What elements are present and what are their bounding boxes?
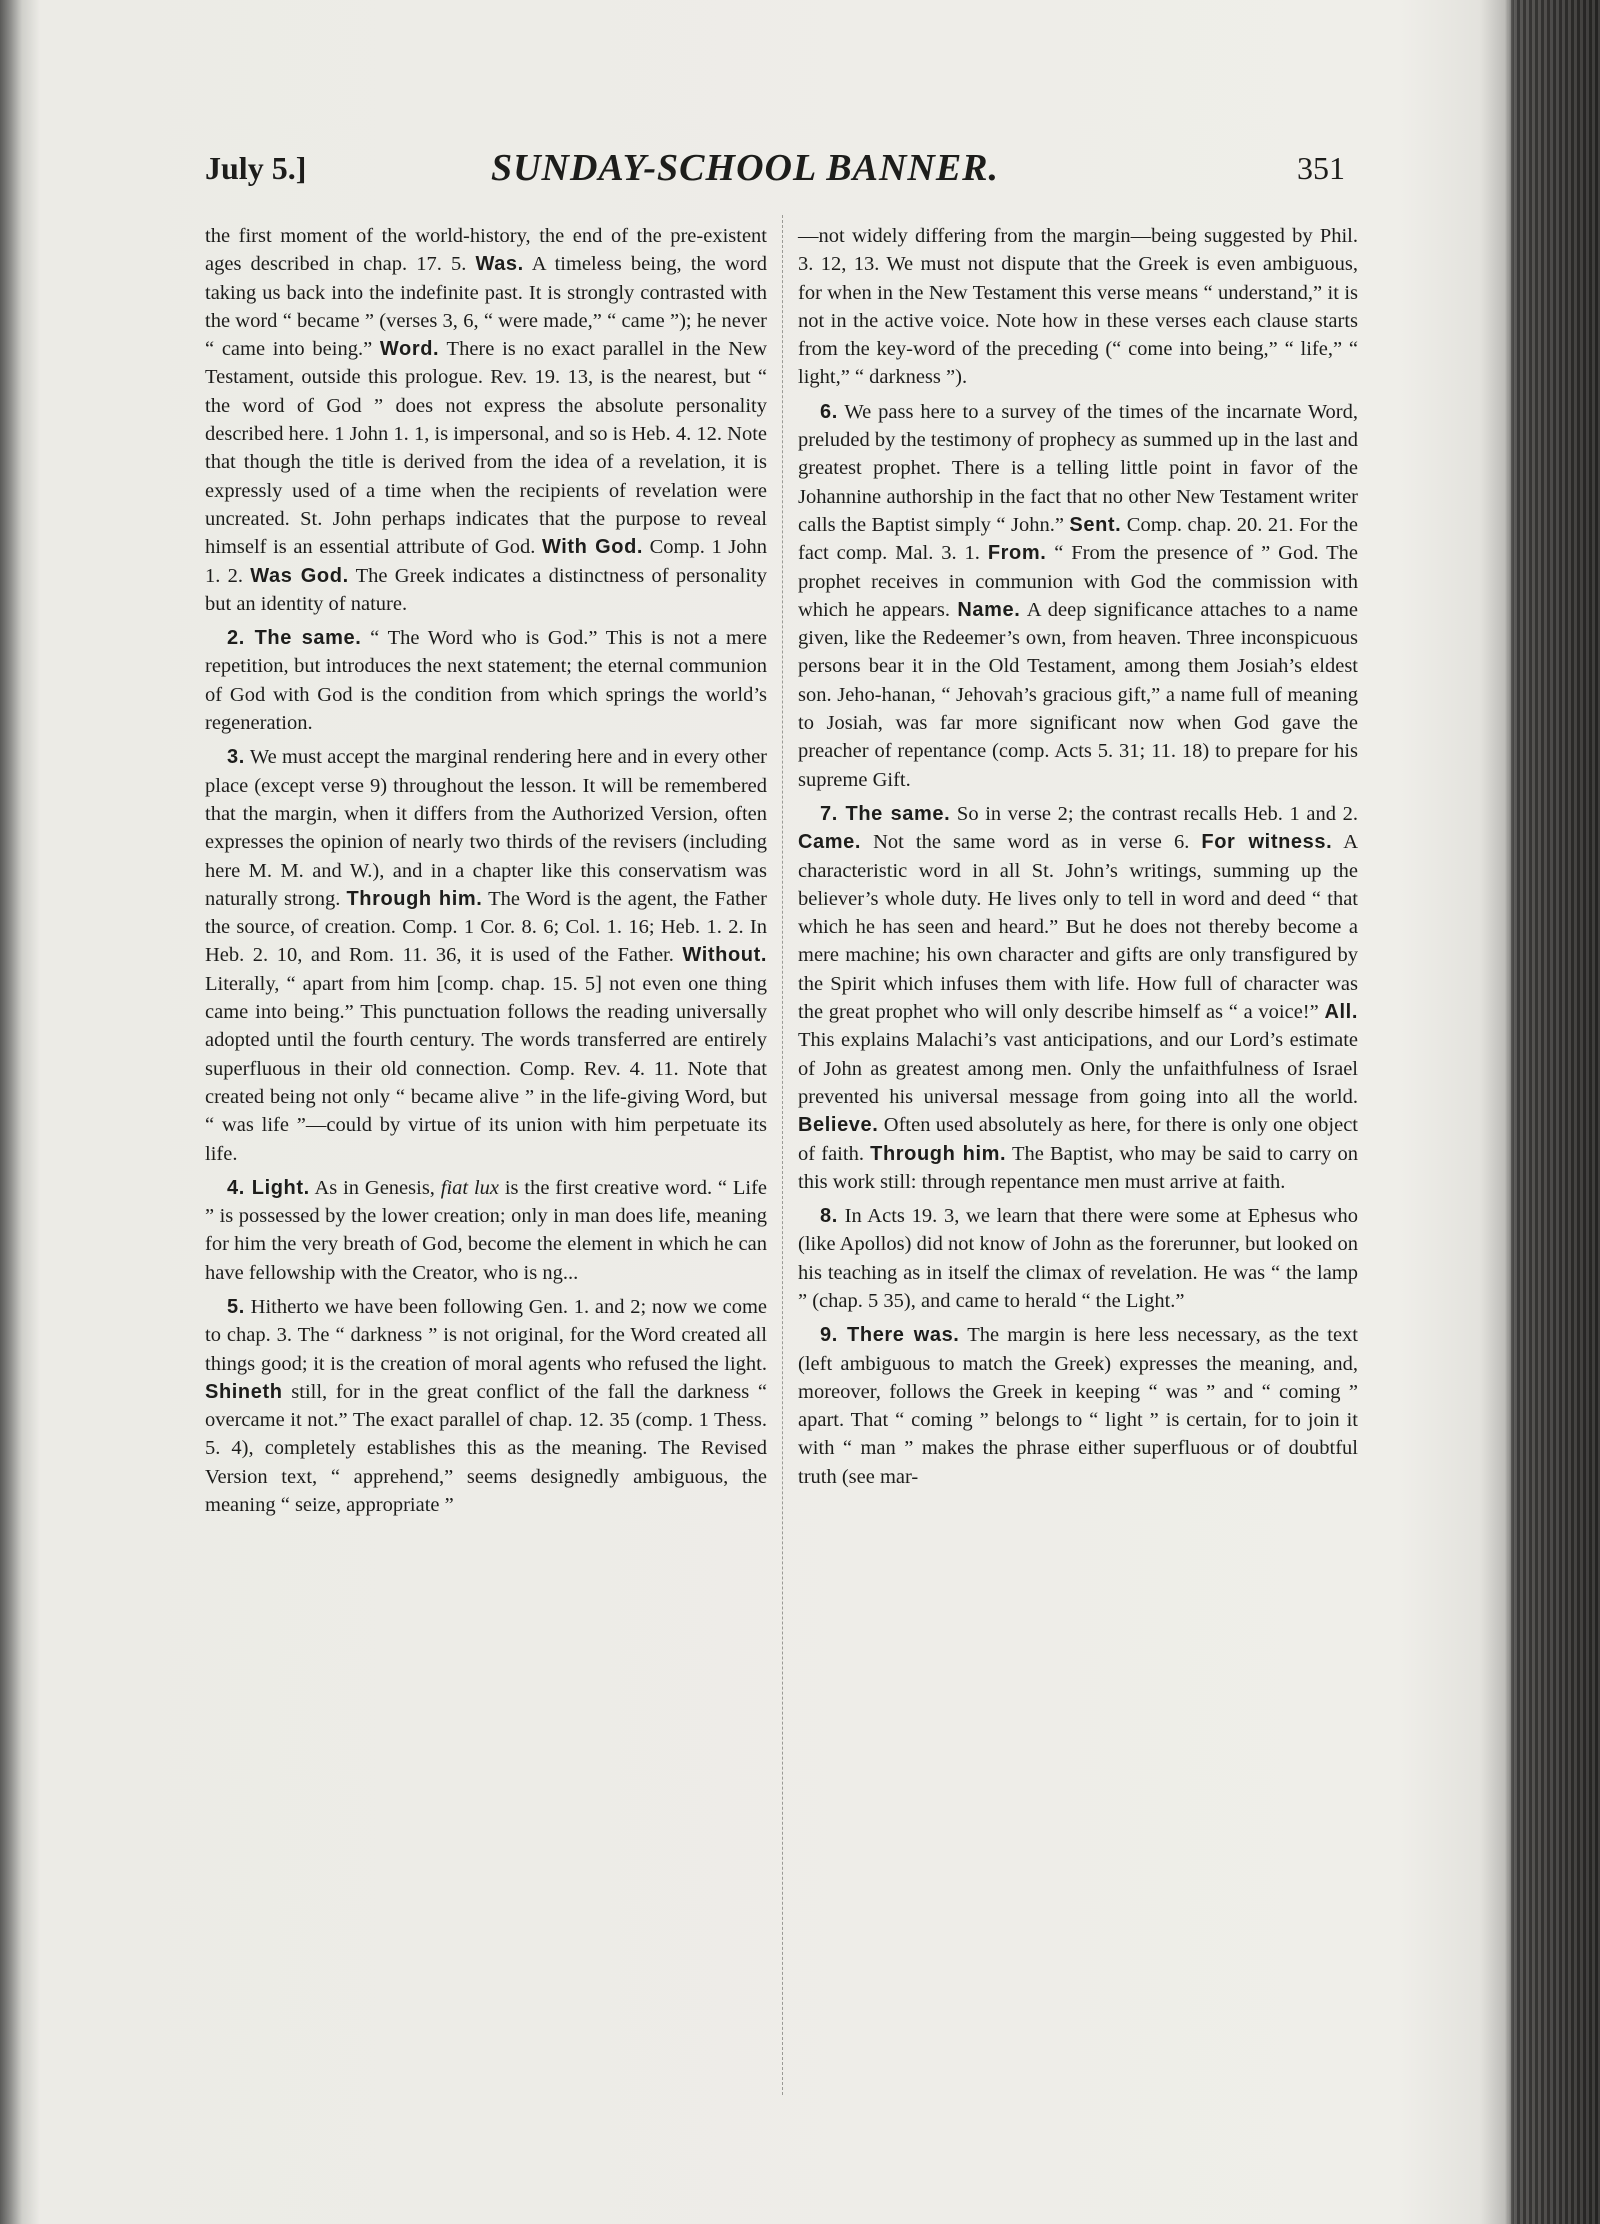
text-run: We pass here to a survey of the times of the incarnate Word, preluded by the testimony of prophecy as summed up in the last and greatest prophet. There is a telling little point in favor of the Johannine authorship in the fact that no other New Testament writer calls the Baptist simply “ John.” bbox=[798, 400, 1358, 536]
bold-keyword: All. bbox=[1324, 1001, 1358, 1024]
text-run: A characteristic word in all St. John’s writings, summing up the believer’s whole duty. He lives only to tell in word and deed “ that which he has seen and heard.” But he does not thereby become a mere machine; his own character and gifts are only transfigured by the Spirit which infuses them with life. How full of character was the great prophet who will only describe himself as “ a voice!” bbox=[798, 831, 1358, 1024]
text-run: This explains Malachi’s vast anticipations, and our Lord’s estimate of John as greatest among men. Only the unfaithfulness of Israel prevented his universal message from going into all the world. bbox=[798, 1029, 1358, 1108]
text-run: is the first creative word. “ Life ” is possessed by the lower creation; only in man does life, meaning for him the very breath of God, become the element in which he can have fellowship with the Creator, who is ng... bbox=[205, 1176, 768, 1284]
text-run: fiat lux bbox=[440, 1176, 500, 1199]
bold-keyword: Word. bbox=[379, 338, 440, 361]
running-header bbox=[205, 147, 1355, 200]
text-run: “ From the presence of ” God. The prophet receives in communion with God the commission with which he appears. bbox=[798, 542, 1358, 621]
left-column bbox=[205, 222, 767, 1525]
paragraph bbox=[205, 1174, 767, 1287]
paragraph bbox=[798, 222, 1358, 392]
right-column bbox=[798, 222, 1358, 1497]
paragraph bbox=[798, 398, 1358, 794]
paragraph bbox=[798, 1321, 1358, 1491]
paragraph bbox=[205, 743, 767, 1167]
text-run: The Greek indicates a distinctness of personality but an identity of nature. bbox=[205, 564, 767, 615]
text-run: So in verse 2; the contrast recalls Heb. 1 and 2. bbox=[950, 802, 1358, 825]
bold-keyword: 5. bbox=[227, 1295, 245, 1318]
column-divider bbox=[782, 215, 783, 2095]
bold-keyword: From. bbox=[987, 542, 1047, 565]
bold-keyword: 8. bbox=[820, 1205, 838, 1228]
text-run: In Acts 19. 3, we learn that there were some at Ephesus who (like Apollos) did not know of John as the forerunner, but looked on his teaching as in itself the climax of revelation. He was “ the lamp ” (chap. 5 35), and came to herald “ the Light.” bbox=[798, 1205, 1358, 1312]
text-run: We must accept the marginal rendering here and in every other place (except verse 9) throughout the lesson. It will be remembered that the margin, when it differs from the Authorized Version, often expresses the opinion of nearly two thirds of the revisers (including here M. M. and W.), and in a chapter like this conservatism was naturally strong. bbox=[205, 746, 767, 910]
bold-keyword: Came. bbox=[798, 831, 862, 854]
bold-keyword: With God. bbox=[541, 536, 644, 559]
header-date: July 5.] bbox=[205, 150, 307, 186]
text-run: The margin is here less necessary, as the text (left ambiguous to match the Greek) expresses the meaning, and, moreover, follows the Greek in keeping “ was ” and “ coming ” apart. That “ coming ” belongs to “ light ” is certain, for to join it with “ man ” makes the phrase either superfluous or of doubtful truth (see mar- bbox=[798, 1324, 1359, 1488]
bold-keyword: Was. bbox=[475, 253, 524, 276]
bold-keyword: Through him. bbox=[346, 887, 483, 910]
paragraph bbox=[205, 624, 767, 737]
text-run: A timeless being, the word taking us back into the indefinite past. It is strongly contrasted with the word “ became ” (verses 3, 6, “ were made,” “ came ”); he never “ came into being.” bbox=[205, 253, 767, 361]
paragraph bbox=[205, 1293, 767, 1519]
page-number: 351 bbox=[1297, 150, 1345, 186]
text-run: still, for in the great conflict of the fall the darkness “ overcame it not.” The exact parallel of chap. 12. 35 (comp. 1 Thess. 5. 4), completely establishes this as the meaning. The Revised Version text, “ apprehend,” seems designedly ambiguous, the meaning “ seize, appropriate ” bbox=[205, 1380, 767, 1517]
paragraph bbox=[798, 800, 1358, 1196]
text-run: Not the same word as in verse 6. bbox=[861, 831, 1202, 854]
text-run: Literally, “ apart from him [comp. chap. 15. 5] not even one thing came into being.” This punctuation follows the reading universally adopted until the fourth century. The words transferred are entirely superfluous in their old connection. Comp. Rev. 4. 11. Note that created being not only “ became alive ” in the life-giving Word, but “ was life ”—could by virtue of its union with him perpetuate its life. bbox=[205, 972, 767, 1165]
bold-keyword: Was God. bbox=[250, 564, 349, 587]
bold-keyword: Sent. bbox=[1069, 513, 1122, 536]
page-edge bbox=[1508, 0, 1600, 2224]
bold-keyword: 3. bbox=[227, 746, 245, 769]
text-run: As in Genesis, bbox=[309, 1176, 441, 1199]
text-run: Comp. chap. 20. 21. For the fact comp. Mal. 3. 1. bbox=[798, 513, 1358, 565]
bold-keyword: Believe. bbox=[798, 1114, 879, 1137]
bold-keyword: Through him. bbox=[870, 1142, 1007, 1165]
text-run: Often used absolutely as here, for there is only one object of faith. bbox=[798, 1114, 1358, 1165]
text-run: —not widely differing from the margin—being suggested by Phil. 3. 12, 13. We must not dispute that the Greek is even ambiguous, for when in the New Testament this verse means “ understand,” it is not in the active voice. Note how in these verses each clause starts from the key-word of the preceding (“ come into being,” “ life,” “ light,” “ darkness ”). bbox=[798, 225, 1358, 389]
bold-keyword: 9. There was. bbox=[820, 1324, 960, 1347]
bold-keyword: 6. bbox=[820, 400, 838, 423]
text-run: Hitherto we have been following Gen. 1. and 2; now we come to chap. 3. The “ darkness ” is not original, for the Word created all things good; it is the creation of moral agents who refused the light. bbox=[205, 1295, 767, 1375]
text-run: There is no exact parallel in the New Testament, outside this prologue. Rev. 19. 13, is the nearest, but “ the word of God ” does not express the absolute personality described here. 1 John 1. 1, is impersonal, and so is Heb. 4. 12. Note that though the title is derived from the idea of a revelation, it is expressly used of a time when the recipients of revelation were uncreated. St. John perhaps indicates that the purpose to reveal himself is an essential attribute of God. bbox=[205, 338, 767, 559]
text-run: the first moment of the world-history, the end of the pre-existent ages described in chap. 17. 5. bbox=[205, 225, 767, 276]
bold-keyword: 7. The same. bbox=[820, 802, 951, 825]
text-run: The Baptist, who may be said to carry on this work still: through repentance men must arrive at faith. bbox=[798, 1142, 1358, 1193]
paragraph bbox=[205, 222, 767, 618]
text-run: The Word is the agent, the Father the source, of creation. Comp. 1 Cor. 8. 6; Col. 1. 16; Heb. 1. 2. In Heb. 2. 10, and Rom. 11. 36, it is used of the Father. bbox=[205, 887, 767, 967]
bold-keyword: 2. The same. bbox=[227, 627, 362, 650]
bold-keyword: 4. Light. bbox=[227, 1176, 310, 1199]
text-run: A deep significance attaches to a name given, like the Redeemer’s own, from heaven. Three inconspicuous persons bear it in the Old Testament, among them Josiah’s eldest son. Jeho-hanan, “ Jehovah’s gracious gift,” a name full of meaning to Josiah, was far more significant now when God gave the preacher of repentance (comp. Acts 5. 31; 11. 18) to prepare for his supreme Gift. bbox=[798, 598, 1358, 791]
bold-keyword: Name. bbox=[957, 598, 1021, 621]
bold-keyword: For witness. bbox=[1201, 831, 1333, 854]
bold-keyword: Without. bbox=[682, 944, 767, 967]
paragraph bbox=[798, 1202, 1358, 1315]
text-run: “ The Word who is God.” This is not a mere repetition, but introduces the next statement; the eternal communion of God with God is the condition from which springs the world’s regeneration. bbox=[205, 627, 767, 735]
header-title: SUNDAY-SCHOOL BANNER. bbox=[490, 147, 1000, 189]
bold-keyword: Shineth bbox=[205, 1380, 283, 1403]
text-run: Comp. 1 John 1. 2. bbox=[205, 536, 767, 587]
